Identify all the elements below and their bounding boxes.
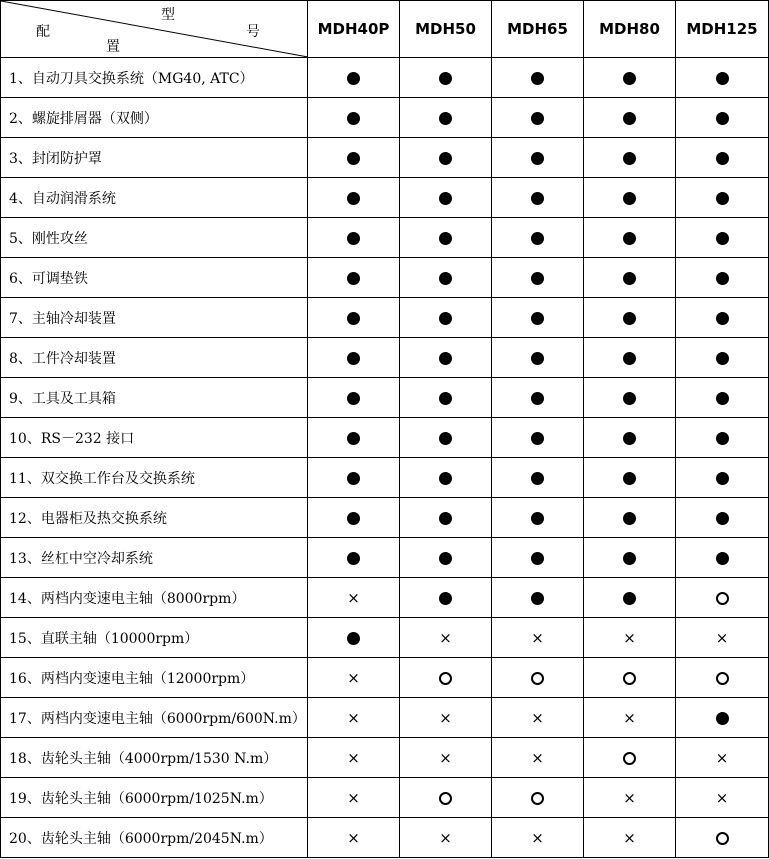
mark-cell	[676, 58, 769, 98]
mark-cell	[584, 58, 676, 98]
filled-circle-icon	[347, 552, 360, 565]
mark-cell	[492, 418, 584, 458]
corner-header-cell	[1, 1, 308, 58]
mark-cell	[676, 218, 769, 258]
mark-cell	[308, 378, 400, 418]
mark-cell	[400, 178, 492, 218]
filled-circle-icon	[531, 552, 544, 565]
row-label: 13、丝杠中空冷却系统	[1, 538, 308, 578]
hollow-circle-icon	[623, 752, 636, 765]
mark-cell	[492, 738, 584, 778]
filled-circle-icon	[531, 312, 544, 325]
mark-cell	[676, 298, 769, 338]
filled-circle-icon	[623, 392, 636, 405]
mark-cell	[492, 218, 584, 258]
table-row	[1, 138, 769, 178]
mark-cell	[492, 378, 584, 418]
cross-icon: ×	[623, 709, 636, 727]
filled-circle-icon	[347, 192, 360, 205]
filled-circle-icon	[716, 472, 729, 485]
mark-cell	[676, 258, 769, 298]
filled-circle-icon	[531, 192, 544, 205]
filled-circle-icon	[623, 192, 636, 205]
mark-cell	[308, 778, 400, 818]
filled-circle-icon	[531, 352, 544, 365]
filled-circle-icon	[347, 632, 360, 645]
corner-bottom-label: 置	[106, 39, 120, 55]
filled-circle-icon	[531, 72, 544, 85]
header-row	[1, 1, 769, 58]
row-label: 9、工具及工具箱	[1, 378, 308, 418]
mark-cell	[308, 578, 400, 618]
mark-cell	[492, 778, 584, 818]
mark-cell	[584, 778, 676, 818]
model-header-mdh65: MDH65	[492, 1, 584, 58]
filled-circle-icon	[439, 552, 452, 565]
mark-cell	[400, 538, 492, 578]
row-label: 10、RS－232 接口	[1, 418, 308, 458]
table-row	[1, 98, 769, 138]
mark-cell	[492, 578, 584, 618]
mark-cell	[400, 138, 492, 178]
mark-cell	[308, 738, 400, 778]
cross-icon: ×	[531, 829, 544, 847]
table-row	[1, 698, 769, 738]
row-label: 18、齿轮头主轴（4000rpm/1530 N.m）	[1, 738, 308, 778]
row-label: 5、刚性攻丝	[1, 218, 308, 258]
mark-cell	[584, 178, 676, 218]
mark-cell	[584, 258, 676, 298]
filled-circle-icon	[716, 432, 729, 445]
filled-circle-icon	[439, 512, 452, 525]
table-row	[1, 658, 769, 698]
hollow-circle-icon	[623, 672, 636, 685]
mark-cell	[308, 138, 400, 178]
mark-cell	[676, 738, 769, 778]
filled-circle-icon	[439, 112, 452, 125]
row-label: 17、两档内变速电主轴（6000rpm/600N.m）	[1, 698, 308, 738]
mark-cell	[400, 778, 492, 818]
mark-cell	[308, 618, 400, 658]
cross-icon: ×	[347, 789, 360, 807]
mark-cell	[584, 498, 676, 538]
model-header-mdh125: MDH125	[676, 1, 769, 58]
mark-cell	[400, 578, 492, 618]
mark-cell	[492, 298, 584, 338]
mark-cell	[400, 738, 492, 778]
filled-circle-icon	[439, 72, 452, 85]
mark-cell	[584, 658, 676, 698]
filled-circle-icon	[716, 72, 729, 85]
mark-cell	[584, 738, 676, 778]
filled-circle-icon	[439, 392, 452, 405]
filled-circle-icon	[531, 272, 544, 285]
mark-cell	[492, 178, 584, 218]
hollow-circle-icon	[716, 592, 729, 605]
filled-circle-icon	[716, 312, 729, 325]
filled-circle-icon	[623, 432, 636, 445]
filled-circle-icon	[347, 152, 360, 165]
row-label: 14、两档内变速电主轴（8000rpm）	[1, 578, 308, 618]
hollow-circle-icon	[439, 792, 452, 805]
table-row	[1, 618, 769, 658]
mark-cell	[308, 338, 400, 378]
mark-cell	[400, 618, 492, 658]
cross-icon: ×	[531, 629, 544, 647]
mark-cell	[584, 378, 676, 418]
cross-icon: ×	[623, 829, 636, 847]
mark-cell	[676, 98, 769, 138]
cross-icon: ×	[439, 829, 452, 847]
table-row	[1, 258, 769, 298]
mark-cell	[676, 658, 769, 698]
filled-circle-icon	[439, 232, 452, 245]
filled-circle-icon	[623, 552, 636, 565]
filled-circle-icon	[439, 432, 452, 445]
table-row	[1, 218, 769, 258]
filled-circle-icon	[623, 352, 636, 365]
filled-circle-icon	[439, 592, 452, 605]
row-label: 4、自动润滑系统	[1, 178, 308, 218]
filled-circle-icon	[347, 392, 360, 405]
filled-circle-icon	[531, 392, 544, 405]
mark-cell	[308, 818, 400, 858]
mark-cell	[676, 178, 769, 218]
mark-cell	[492, 458, 584, 498]
mark-cell	[400, 698, 492, 738]
filled-circle-icon	[623, 112, 636, 125]
hollow-circle-icon	[716, 672, 729, 685]
table-row	[1, 458, 769, 498]
mark-cell	[676, 458, 769, 498]
cross-icon: ×	[347, 589, 360, 607]
hollow-circle-icon	[531, 792, 544, 805]
mark-cell	[584, 818, 676, 858]
filled-circle-icon	[716, 112, 729, 125]
mark-cell	[492, 818, 584, 858]
table-row	[1, 418, 769, 458]
cross-icon: ×	[715, 749, 729, 767]
filled-circle-icon	[623, 512, 636, 525]
filled-circle-icon	[347, 512, 360, 525]
filled-circle-icon	[347, 432, 360, 445]
table-row	[1, 738, 769, 778]
mark-cell	[400, 98, 492, 138]
mark-cell	[400, 58, 492, 98]
filled-circle-icon	[716, 152, 729, 165]
mark-cell	[492, 618, 584, 658]
mark-cell	[308, 298, 400, 338]
corner-right-label: 号	[246, 24, 260, 40]
mark-cell	[584, 458, 676, 498]
filled-circle-icon	[716, 232, 729, 245]
filled-circle-icon	[439, 152, 452, 165]
mark-cell	[584, 418, 676, 458]
mark-cell	[308, 538, 400, 578]
mark-cell	[492, 658, 584, 698]
table-row	[1, 818, 769, 858]
filled-circle-icon	[347, 312, 360, 325]
cross-icon: ×	[347, 749, 360, 767]
mark-cell	[676, 138, 769, 178]
mark-cell	[676, 778, 769, 818]
filled-circle-icon	[439, 472, 452, 485]
filled-circle-icon	[623, 312, 636, 325]
mark-cell	[492, 338, 584, 378]
row-label: 2、螺旋排屑器（双侧）	[1, 98, 308, 138]
filled-circle-icon	[623, 272, 636, 285]
mark-cell	[584, 98, 676, 138]
row-label: 15、直联主轴（10000rpm）	[1, 618, 308, 658]
cross-icon: ×	[623, 789, 636, 807]
cross-icon: ×	[715, 629, 729, 647]
mark-cell	[676, 618, 769, 658]
mark-cell	[492, 98, 584, 138]
row-label: 11、双交换工作台及交换系统	[1, 458, 308, 498]
mark-cell	[400, 298, 492, 338]
mark-cell	[676, 498, 769, 538]
table-row	[1, 778, 769, 818]
cross-icon: ×	[439, 749, 452, 767]
mark-cell	[492, 58, 584, 98]
model-header-mdh50: MDH50	[400, 1, 492, 58]
hollow-circle-icon	[716, 832, 729, 845]
mark-cell	[676, 578, 769, 618]
filled-circle-icon	[716, 512, 729, 525]
mark-cell	[676, 538, 769, 578]
filled-circle-icon	[531, 152, 544, 165]
mark-cell	[676, 818, 769, 858]
mark-cell	[492, 258, 584, 298]
table-row	[1, 498, 769, 538]
model-header-mdh40p: MDH40P	[308, 1, 400, 58]
mark-cell	[676, 418, 769, 458]
row-label: 16、两档内变速电主轴（12000rpm）	[1, 658, 308, 698]
filled-circle-icon	[623, 72, 636, 85]
mark-cell	[584, 138, 676, 178]
mark-cell	[400, 498, 492, 538]
row-label: 1、自动刀具交换系统（MG40, ATC）	[1, 58, 308, 98]
mark-cell	[676, 698, 769, 738]
mark-cell	[400, 258, 492, 298]
filled-circle-icon	[347, 72, 360, 85]
mark-cell	[308, 218, 400, 258]
cross-icon: ×	[623, 629, 636, 647]
row-label: 7、主轴冷却装置	[1, 298, 308, 338]
table-row	[1, 338, 769, 378]
filled-circle-icon	[531, 592, 544, 605]
mark-cell	[584, 698, 676, 738]
filled-circle-icon	[716, 352, 729, 365]
mark-cell	[492, 498, 584, 538]
filled-circle-icon	[716, 552, 729, 565]
mark-cell	[676, 378, 769, 418]
row-label: 20、齿轮头主轴（6000rpm/2045N.m）	[1, 818, 308, 858]
cross-icon: ×	[439, 709, 452, 727]
mark-cell	[308, 258, 400, 298]
cross-icon: ×	[347, 669, 360, 687]
mark-cell	[584, 538, 676, 578]
mark-cell	[308, 178, 400, 218]
mark-cell	[492, 138, 584, 178]
mark-cell	[584, 578, 676, 618]
table-row	[1, 378, 769, 418]
hollow-circle-icon	[439, 672, 452, 685]
table-row	[1, 578, 769, 618]
filled-circle-icon	[347, 232, 360, 245]
mark-cell	[492, 538, 584, 578]
filled-circle-icon	[623, 232, 636, 245]
model-header-mdh80: MDH80	[584, 1, 676, 58]
filled-circle-icon	[531, 112, 544, 125]
row-label: 3、封闭防护罩	[1, 138, 308, 178]
filled-circle-icon	[531, 232, 544, 245]
mark-cell	[584, 218, 676, 258]
corner-top-label: 型	[161, 7, 175, 23]
mark-cell	[400, 378, 492, 418]
row-label: 6、可调垫铁	[1, 258, 308, 298]
filled-circle-icon	[531, 432, 544, 445]
corner-left-label: 配	[36, 24, 50, 40]
hollow-circle-icon	[531, 672, 544, 685]
mark-cell	[308, 698, 400, 738]
cross-icon: ×	[715, 789, 729, 807]
filled-circle-icon	[439, 312, 452, 325]
cross-icon: ×	[531, 709, 544, 727]
mark-cell	[400, 418, 492, 458]
row-label: 19、齿轮头主轴（6000rpm/1025N.m）	[1, 778, 308, 818]
filled-circle-icon	[716, 392, 729, 405]
filled-circle-icon	[716, 712, 729, 725]
cross-icon: ×	[531, 749, 544, 767]
filled-circle-icon	[623, 152, 636, 165]
filled-circle-icon	[347, 352, 360, 365]
filled-circle-icon	[531, 472, 544, 485]
mark-cell	[308, 498, 400, 538]
mark-cell	[308, 658, 400, 698]
mark-cell	[308, 58, 400, 98]
cross-icon: ×	[347, 829, 360, 847]
table-row	[1, 58, 769, 98]
table-row	[1, 298, 769, 338]
filled-circle-icon	[347, 112, 360, 125]
filled-circle-icon	[716, 272, 729, 285]
table-row	[1, 538, 769, 578]
mark-cell	[308, 458, 400, 498]
mark-cell	[400, 338, 492, 378]
row-label: 8、工件冷却装置	[1, 338, 308, 378]
mark-cell	[400, 458, 492, 498]
filled-circle-icon	[531, 512, 544, 525]
mark-cell	[492, 698, 584, 738]
mark-cell	[400, 218, 492, 258]
filled-circle-icon	[439, 192, 452, 205]
filled-circle-icon	[623, 592, 636, 605]
table-row	[1, 178, 769, 218]
mark-cell	[676, 338, 769, 378]
filled-circle-icon	[439, 352, 452, 365]
cross-icon: ×	[347, 709, 360, 727]
mark-cell	[584, 618, 676, 658]
mark-cell	[584, 298, 676, 338]
filled-circle-icon	[623, 472, 636, 485]
filled-circle-icon	[347, 272, 360, 285]
filled-circle-icon	[716, 192, 729, 205]
filled-circle-icon	[439, 272, 452, 285]
cross-icon: ×	[439, 629, 452, 647]
row-label: 12、电器柜及热交换系统	[1, 498, 308, 538]
mark-cell	[584, 338, 676, 378]
mark-cell	[400, 658, 492, 698]
mark-cell	[400, 818, 492, 858]
mark-cell	[308, 98, 400, 138]
filled-circle-icon	[347, 472, 360, 485]
mark-cell	[308, 418, 400, 458]
